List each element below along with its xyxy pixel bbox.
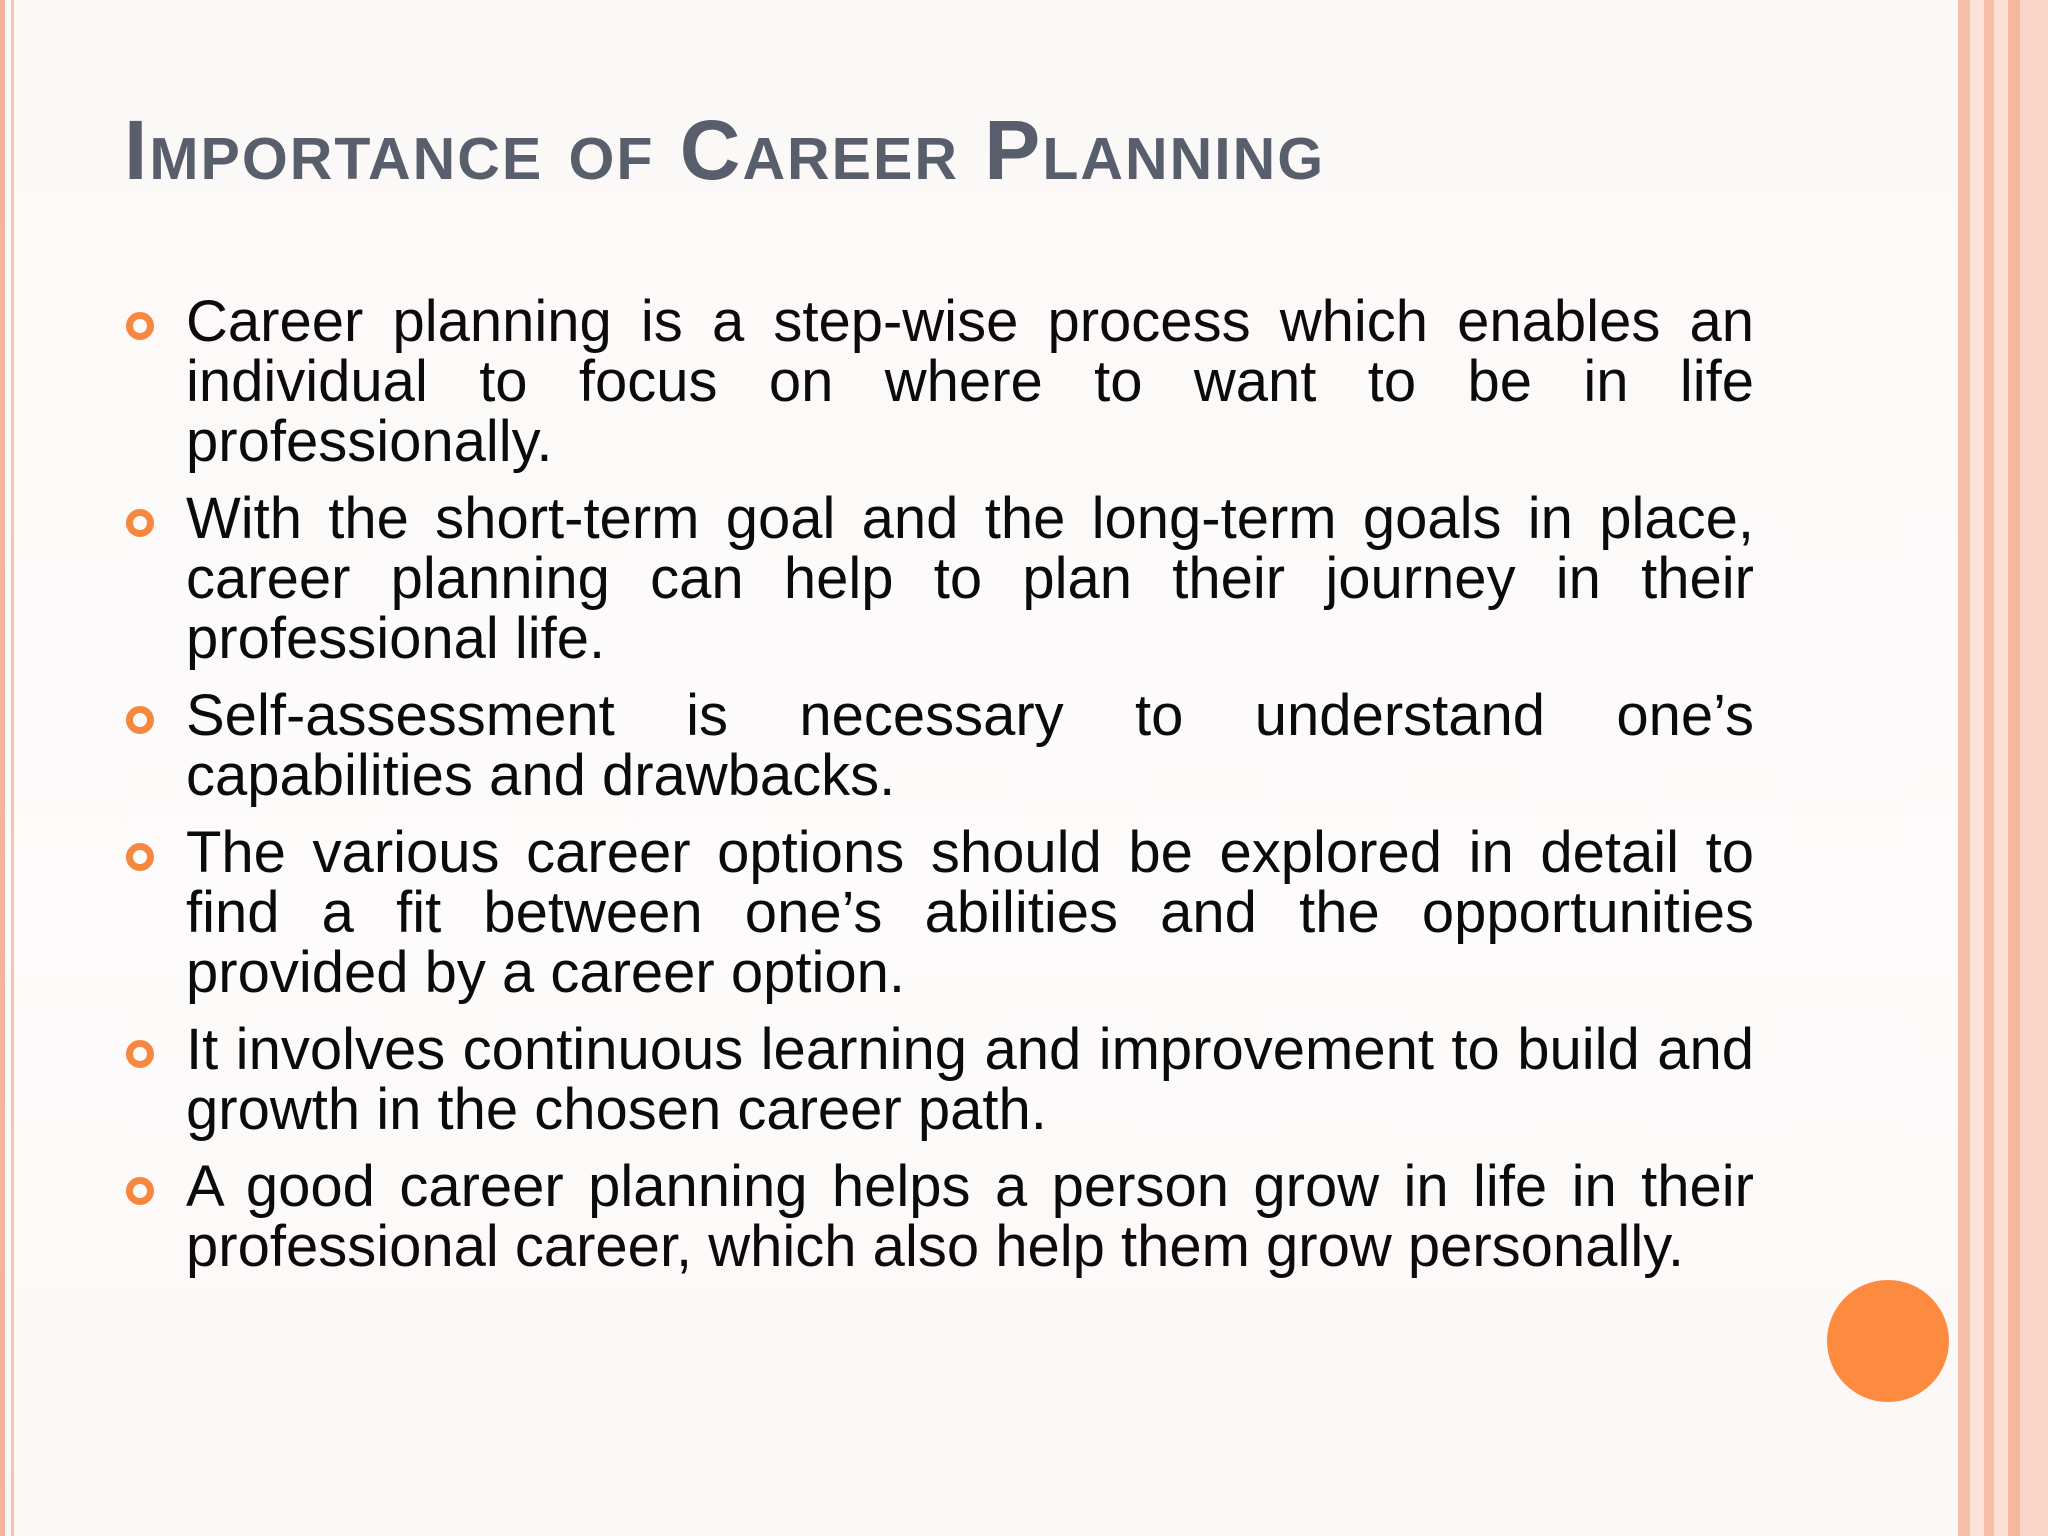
bullet-item bbox=[124, 1017, 1754, 1142]
right-decorative-stripe bbox=[2020, 0, 2048, 1536]
bullet-text: A good career planning helps a person grow in life in their professional career, which also help them grow personally. bbox=[186, 1154, 1754, 1279]
bullet-text: With the short-term goal and the long-term goals in place, career planning can help to plan their journey in their professional life. bbox=[186, 486, 1754, 671]
bullet-text: Career planning is a step-wise process which enables an individual to focus on where to want to be in life professionally. bbox=[186, 289, 1754, 474]
ring-bullet-icon bbox=[126, 843, 154, 871]
bullet-list bbox=[124, 289, 1754, 1294]
left-border-line-inner bbox=[11, 0, 14, 1536]
ring-bullet-icon bbox=[126, 1177, 154, 1205]
left-border-line bbox=[0, 0, 5, 1536]
bullet-item bbox=[124, 1154, 1754, 1279]
right-decorative-stripe bbox=[2008, 0, 2020, 1536]
bullet-text: Self-assessment is necessary to understand one’s capabilities and drawbacks. bbox=[186, 683, 1754, 808]
right-decorative-stripe bbox=[1970, 0, 1984, 1536]
right-decorative-stripe bbox=[1984, 0, 1994, 1536]
bullet-text: The various career options should be explored in detail to find a fit between one’s abilities and the opportunities provided by a career option. bbox=[186, 820, 1754, 1005]
bullet-item bbox=[124, 683, 1754, 808]
slide-title: Importance of Career Planning bbox=[124, 103, 1326, 197]
ring-bullet-icon bbox=[126, 706, 154, 734]
bullet-item bbox=[124, 486, 1754, 671]
bullet-item bbox=[124, 289, 1754, 474]
ring-bullet-icon bbox=[126, 312, 154, 340]
bullet-text: It involves continuous learning and improvement to build and growth in the chosen career path. bbox=[186, 1017, 1754, 1142]
orange-circle-decoration bbox=[1827, 1280, 1949, 1402]
ring-bullet-icon bbox=[126, 509, 154, 537]
bullet-item bbox=[124, 820, 1754, 1005]
ring-bullet-icon bbox=[126, 1040, 154, 1068]
right-decorative-stripe bbox=[1958, 0, 1970, 1536]
right-decorative-stripe bbox=[1994, 0, 2008, 1536]
